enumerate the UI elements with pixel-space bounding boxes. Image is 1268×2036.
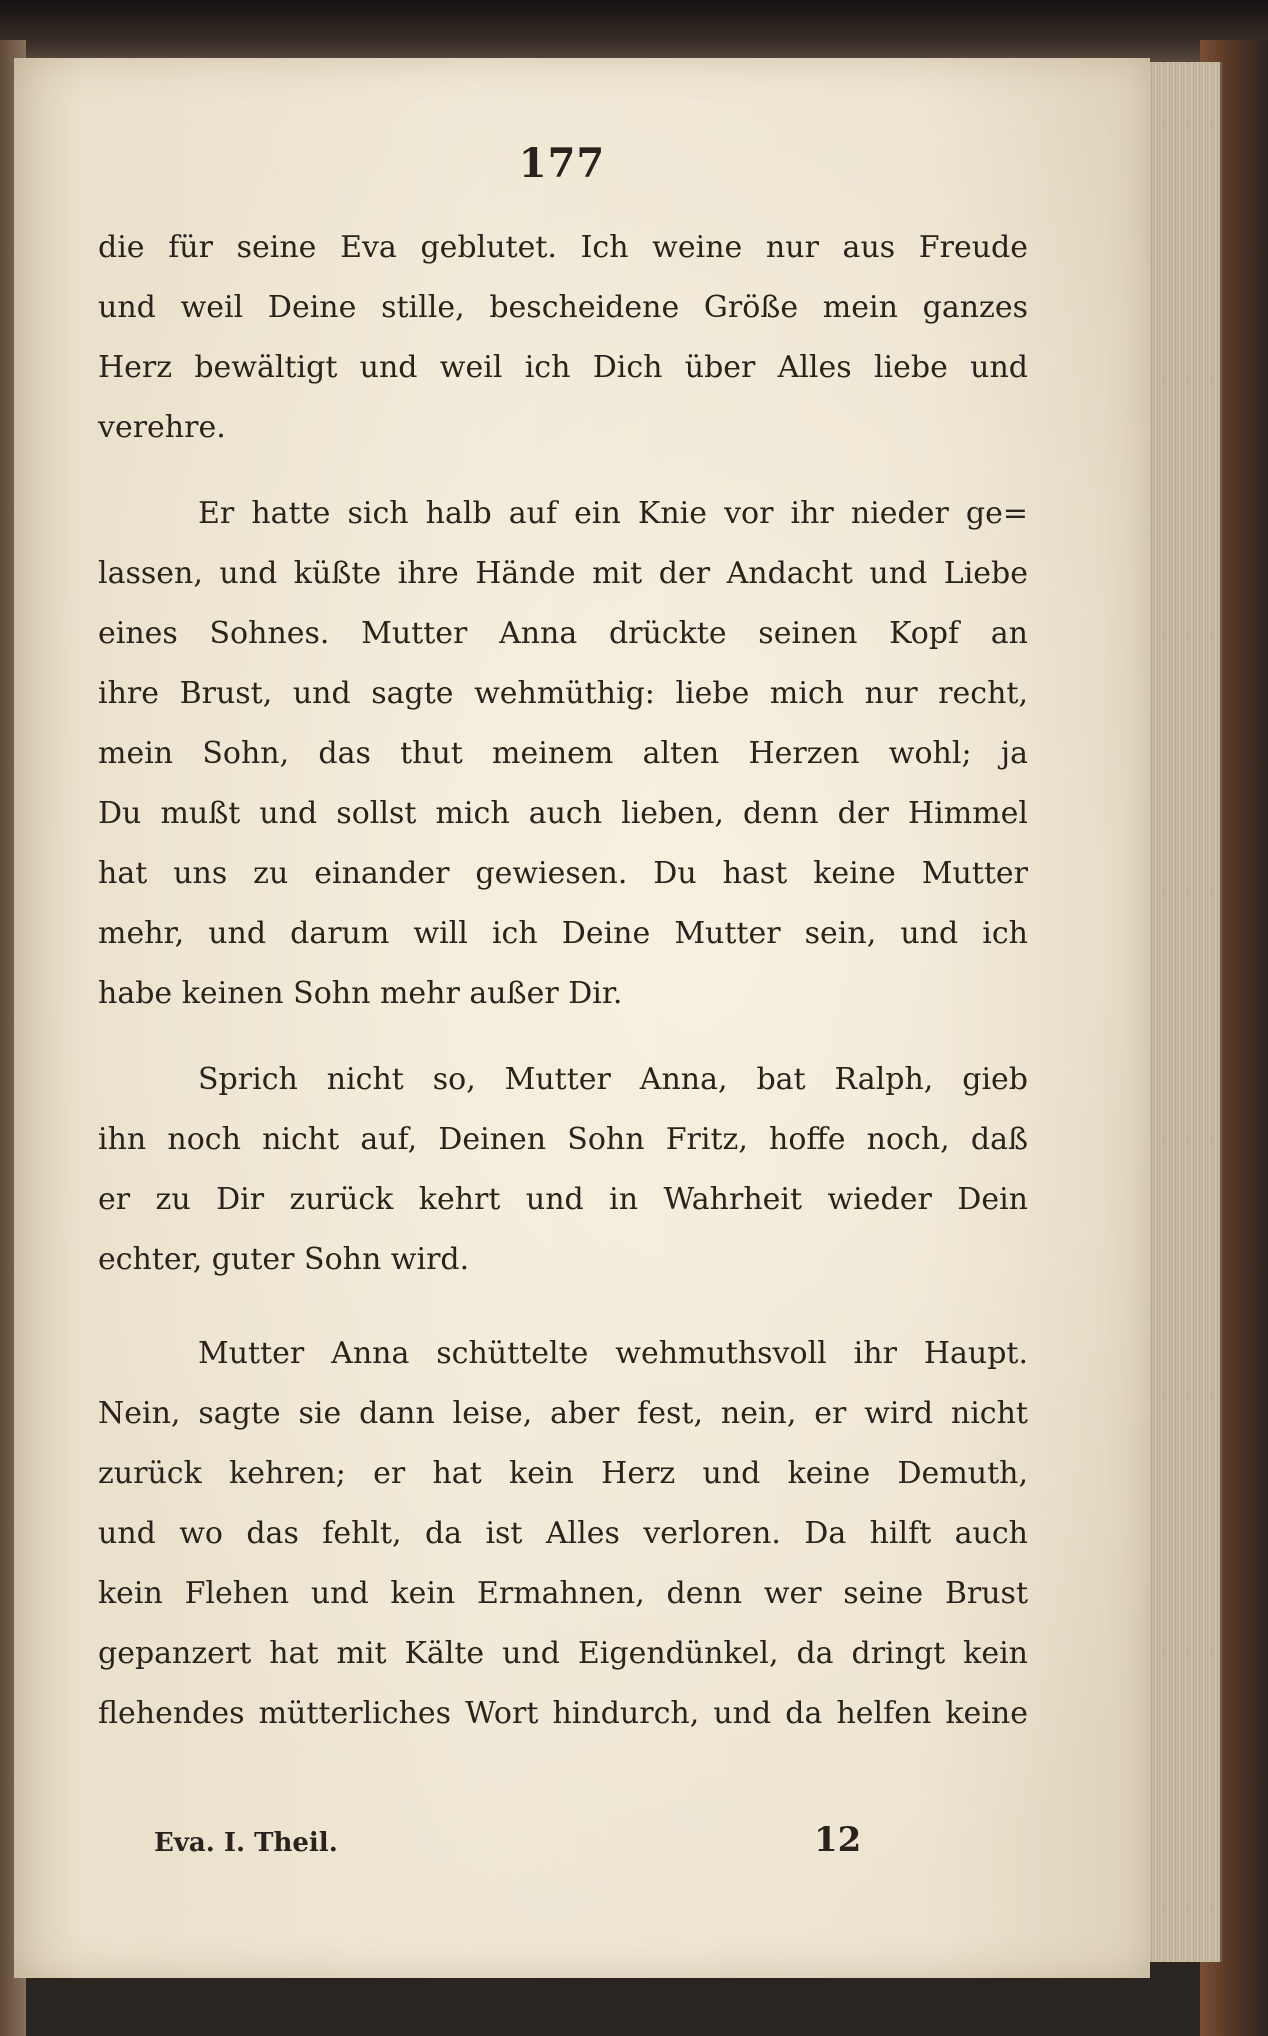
- text-line: Du mußt und sollst mich auch lieben, denn der Himmel: [98, 796, 1028, 831]
- text-line: er zu Dir zurück kehrt und in Wahrheit wieder Dein: [98, 1182, 1028, 1217]
- sheet-number: 12: [814, 1820, 862, 1860]
- signature-mark: Eva. I. Theil.: [154, 1828, 338, 1858]
- text-line: die für seine Eva geblutet. Ich weine nur aus Freude: [98, 230, 1028, 265]
- text-line: eines Sohnes. Mutter Anna drückte seinen Kopf an: [98, 616, 1028, 651]
- text-line: und weil Deine stille, bescheidene Größe mein ganzes: [98, 290, 1028, 325]
- text-line: Er hatte sich halb auf ein Knie vor ihr nieder ge=: [198, 496, 1028, 531]
- text-line: flehendes mütterliches Wort hindurch, und da helfen keine: [98, 1696, 1028, 1731]
- text-line: Herz bewältigt und weil ich Dich über Alles liebe und: [98, 350, 1028, 385]
- body-text: [98, 218, 1028, 1744]
- text-line: Mutter Anna schüttelte wehmuthsvoll ihr Haupt.: [198, 1336, 1028, 1371]
- text-line: ihn noch nicht auf, Deinen Sohn Fritz, hoffe noch, daß: [98, 1122, 1028, 1157]
- paragraph-3: [98, 1050, 1028, 1290]
- book-page: [14, 58, 1150, 1978]
- page-stack-edge: [1140, 62, 1222, 1962]
- text-line: zurück kehren; er hat kein Herz und keine Demuth,: [98, 1456, 1028, 1491]
- paragraph-2: [98, 484, 1028, 1024]
- text-line: hat uns zu einander gewiesen. Du hast keine Mutter: [98, 856, 1028, 891]
- text-line: verehre.: [98, 410, 226, 445]
- paragraph-1: [98, 218, 1028, 458]
- text-line: gepanzert hat mit Kälte und Eigendünkel, da dringt kein: [98, 1636, 1028, 1671]
- text-line: Nein, sagte sie dann leise, aber fest, nein, er wird nicht: [98, 1396, 1028, 1431]
- book-cover-top-edge: [0, 0, 1268, 62]
- text-line: lassen, und küßte ihre Hände mit der Andacht und Liebe: [98, 556, 1028, 591]
- text-line: mein Sohn, das thut meinem alten Herzen wohl; ja: [98, 736, 1028, 771]
- text-line: ihre Brust, und sagte wehmüthig: liebe mich nur recht,: [98, 676, 1028, 711]
- text-line: Sprich nicht so, Mutter Anna, bat Ralph, gieb: [198, 1062, 1028, 1097]
- page-number: 177: [518, 140, 606, 187]
- text-line: habe keinen Sohn mehr außer Dir.: [98, 976, 623, 1011]
- text-line: echter, guter Sohn wird.: [98, 1242, 470, 1277]
- text-line: und wo das fehlt, da ist Alles verloren. Da hilft auch: [98, 1516, 1028, 1551]
- text-line: mehr, und darum will ich Deine Mutter sein, und ich: [98, 916, 1028, 951]
- text-line: kein Flehen und kein Ermahnen, denn wer seine Brust: [98, 1576, 1028, 1611]
- paragraph-4: [98, 1324, 1028, 1744]
